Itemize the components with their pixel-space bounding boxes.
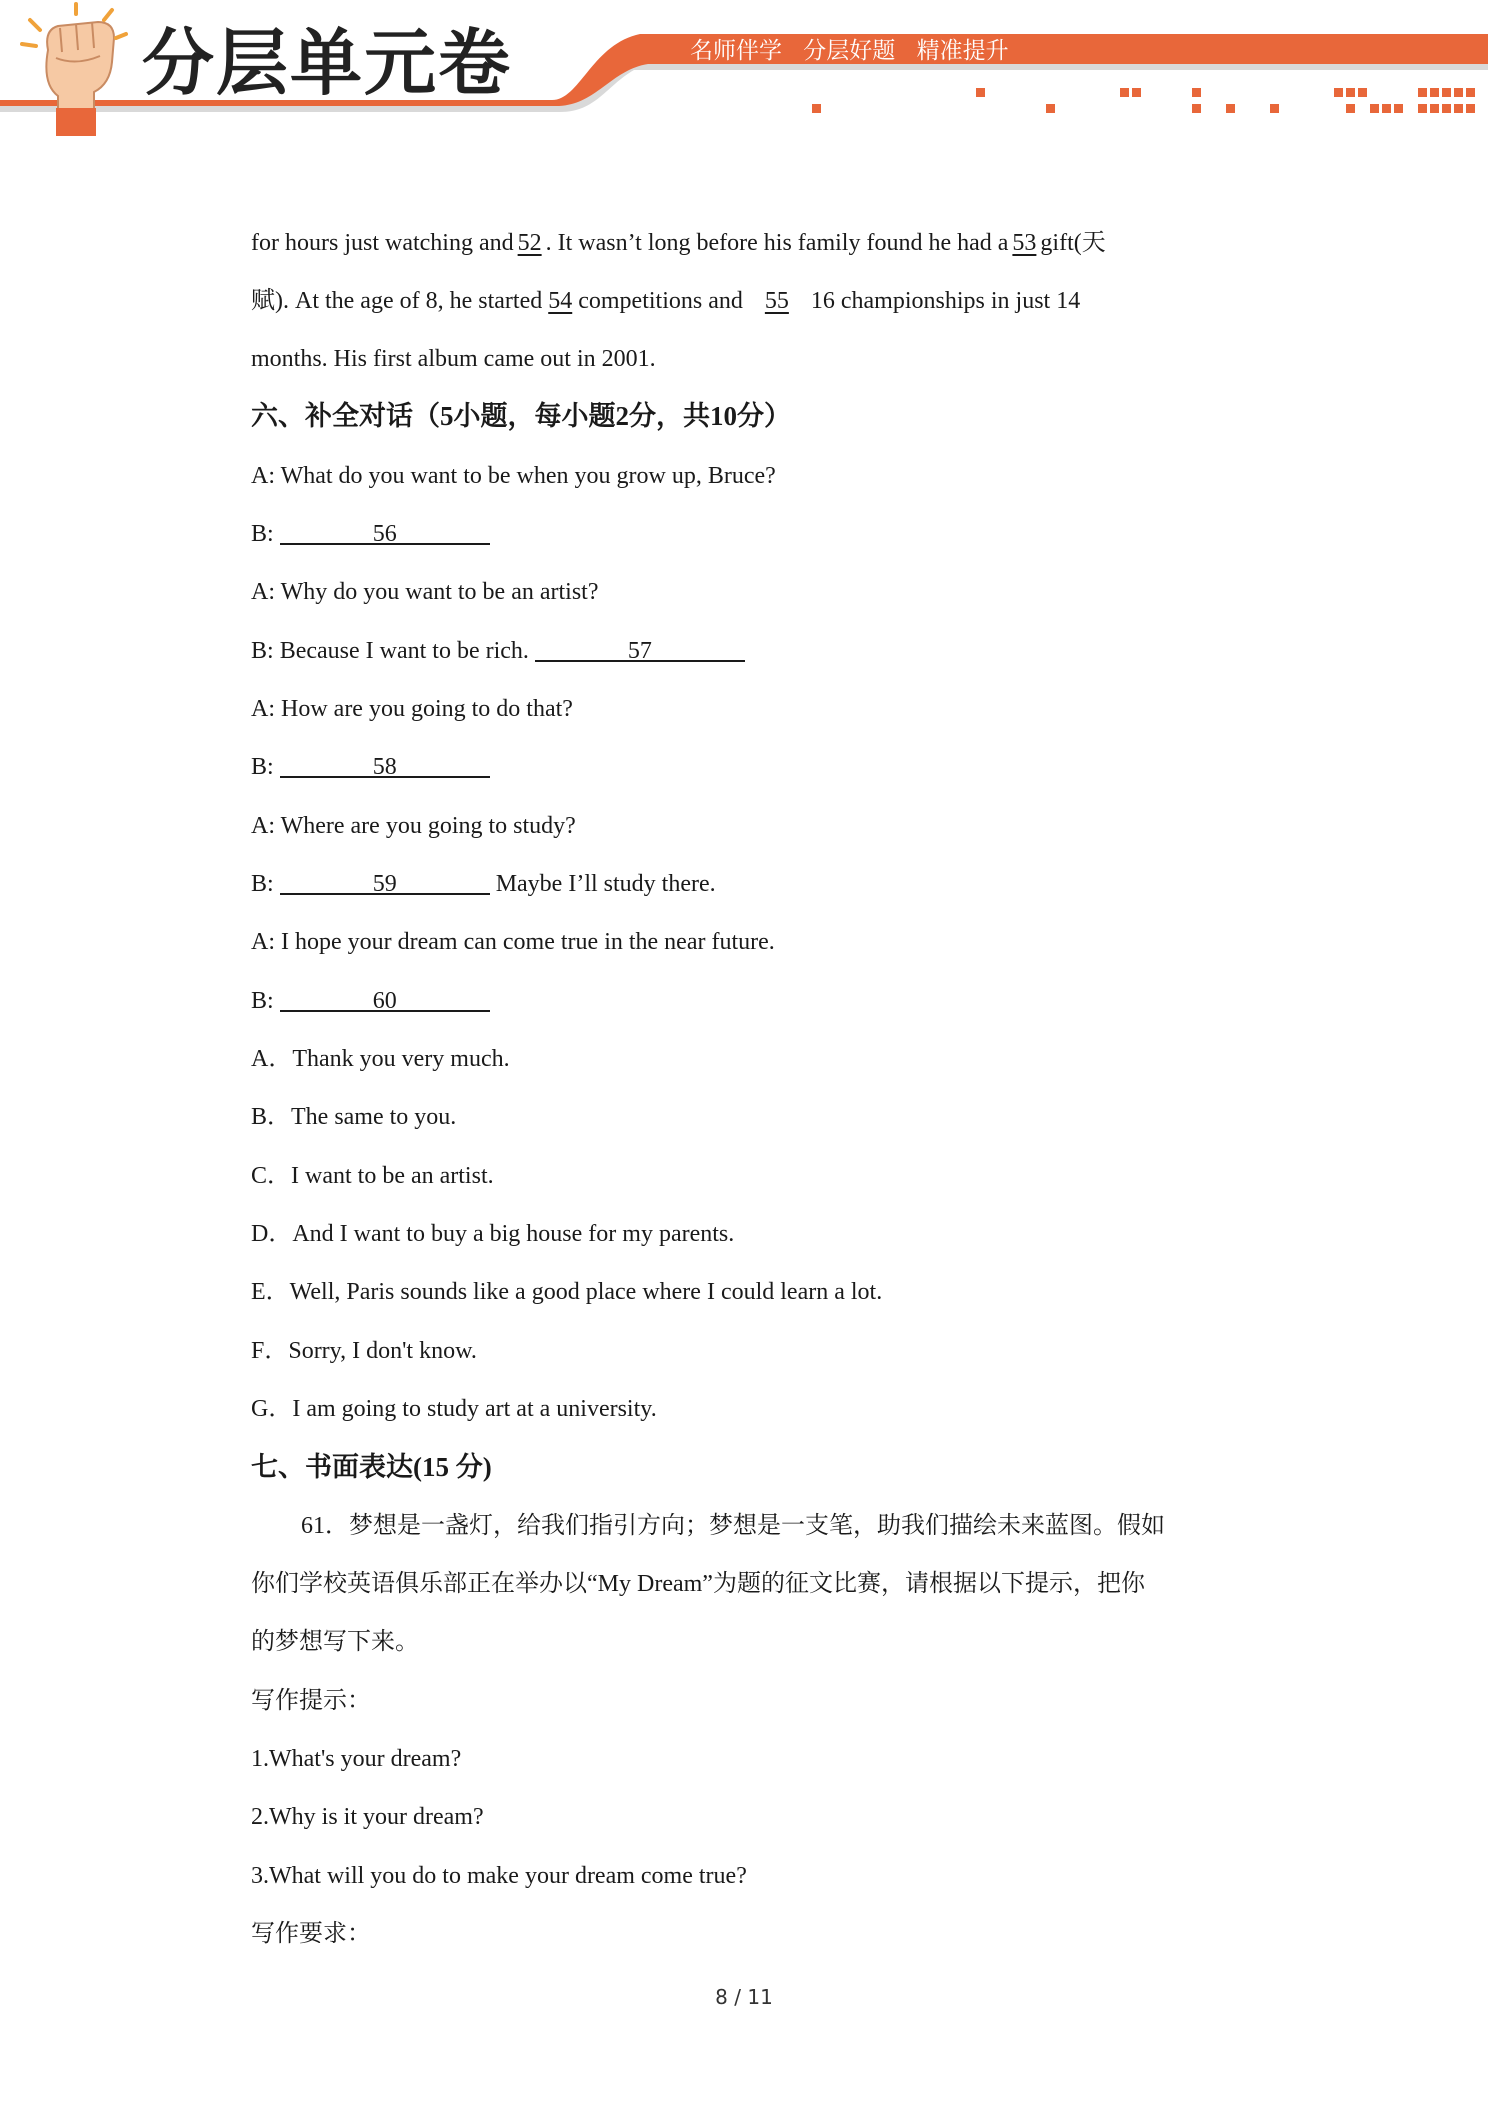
dialogue-line-8: B: 59 Maybe I’ll study there. xyxy=(251,871,716,897)
writing-tip-2: 2.Why is it your dream? xyxy=(251,1804,484,1830)
option-f: F．Sorry, I don't know. xyxy=(251,1338,477,1364)
option-d: D．And I want to buy a big house for my parents. xyxy=(251,1221,735,1247)
writing-prompt-line-2: 你们学校英语俱乐部正在举办以“My Dream”为题的征文比赛，请根据以下提示，把你 xyxy=(251,1571,1145,1597)
dialogue-line-4: B: Because I want to be rich. 57 xyxy=(251,636,745,666)
dialogue-line-6: B: 58 xyxy=(251,752,490,782)
blank-60: 60 xyxy=(372,988,397,1014)
option-c: C．I want to be an artist. xyxy=(251,1163,494,1189)
passage-line-1: for hours just watching and 52 . It wasn’t long before his family found he had a 53 gift(天 xyxy=(251,230,1106,256)
writing-requirements-label: 写作要求： xyxy=(251,1921,371,1947)
page-header xyxy=(0,0,1488,140)
writing-tip-1: 1.What's your dream? xyxy=(251,1746,462,1772)
option-g: G．I am going to study art at a university. xyxy=(251,1396,657,1422)
blank-56: 56 xyxy=(372,521,397,547)
blank-54: 54 xyxy=(548,288,573,314)
dialogue-line-7: A: Where are you going to study? xyxy=(251,813,576,839)
page-number: 8 / 11 xyxy=(715,1985,773,2009)
dialogue-line-2: B: 56 xyxy=(251,519,490,549)
blank-58: 58 xyxy=(372,754,397,780)
fist-logo-icon xyxy=(22,4,126,136)
option-b: B．The same to you. xyxy=(251,1104,457,1130)
dotted-pattern xyxy=(812,88,1475,113)
blank-59: 59 xyxy=(372,871,397,897)
writing-prompt-line-1: 61．梦想是一盏灯，给我们指引方向；梦想是一支笔，助我们描绘未来蓝图。假如 xyxy=(301,1513,1165,1539)
option-e: E．Well, Paris sounds like a good place where I could learn a lot. xyxy=(251,1279,883,1305)
blank-55: 55 xyxy=(764,288,789,314)
section-7-heading: 七、书面表达(15 分) xyxy=(251,1452,492,1482)
dialogue-line-5: A: How are you going to do that? xyxy=(251,696,573,722)
blank-52: 52 xyxy=(517,230,542,256)
writing-tip-3: 3.What will you do to make your dream come true? xyxy=(251,1863,747,1889)
blank-53: 53 xyxy=(1012,230,1037,256)
writing-prompt-line-3: 的梦想写下来。 xyxy=(251,1629,419,1655)
brand-title: 分层单元卷 xyxy=(142,21,513,105)
dialogue-line-9: A: I hope your dream can come true in the near future. xyxy=(251,929,775,955)
passage-line-2: 赋). At the age of 8, he started 54 competitions and 55 16 championships in just 14 xyxy=(251,288,1081,314)
dialogue-line-3: A: Why do you want to be an artist? xyxy=(251,579,599,605)
dialogue-line-10: B: 60 xyxy=(251,986,490,1016)
passage-line-3: months. His first album came out in 2001. xyxy=(251,346,656,372)
blank-57: 57 xyxy=(627,638,652,664)
section-6-heading: 六、补全对话（5小题，每小题2分，共10分） xyxy=(251,401,791,431)
dialogue-line-1: A: What do you want to be when you grow up, Bruce? xyxy=(251,463,776,489)
option-a: A．Thank you very much. xyxy=(251,1046,510,1072)
header-slogan: 名师伴学 分层好题 精准提升 xyxy=(690,38,1009,64)
writing-tips-label: 写作提示： xyxy=(251,1688,371,1714)
